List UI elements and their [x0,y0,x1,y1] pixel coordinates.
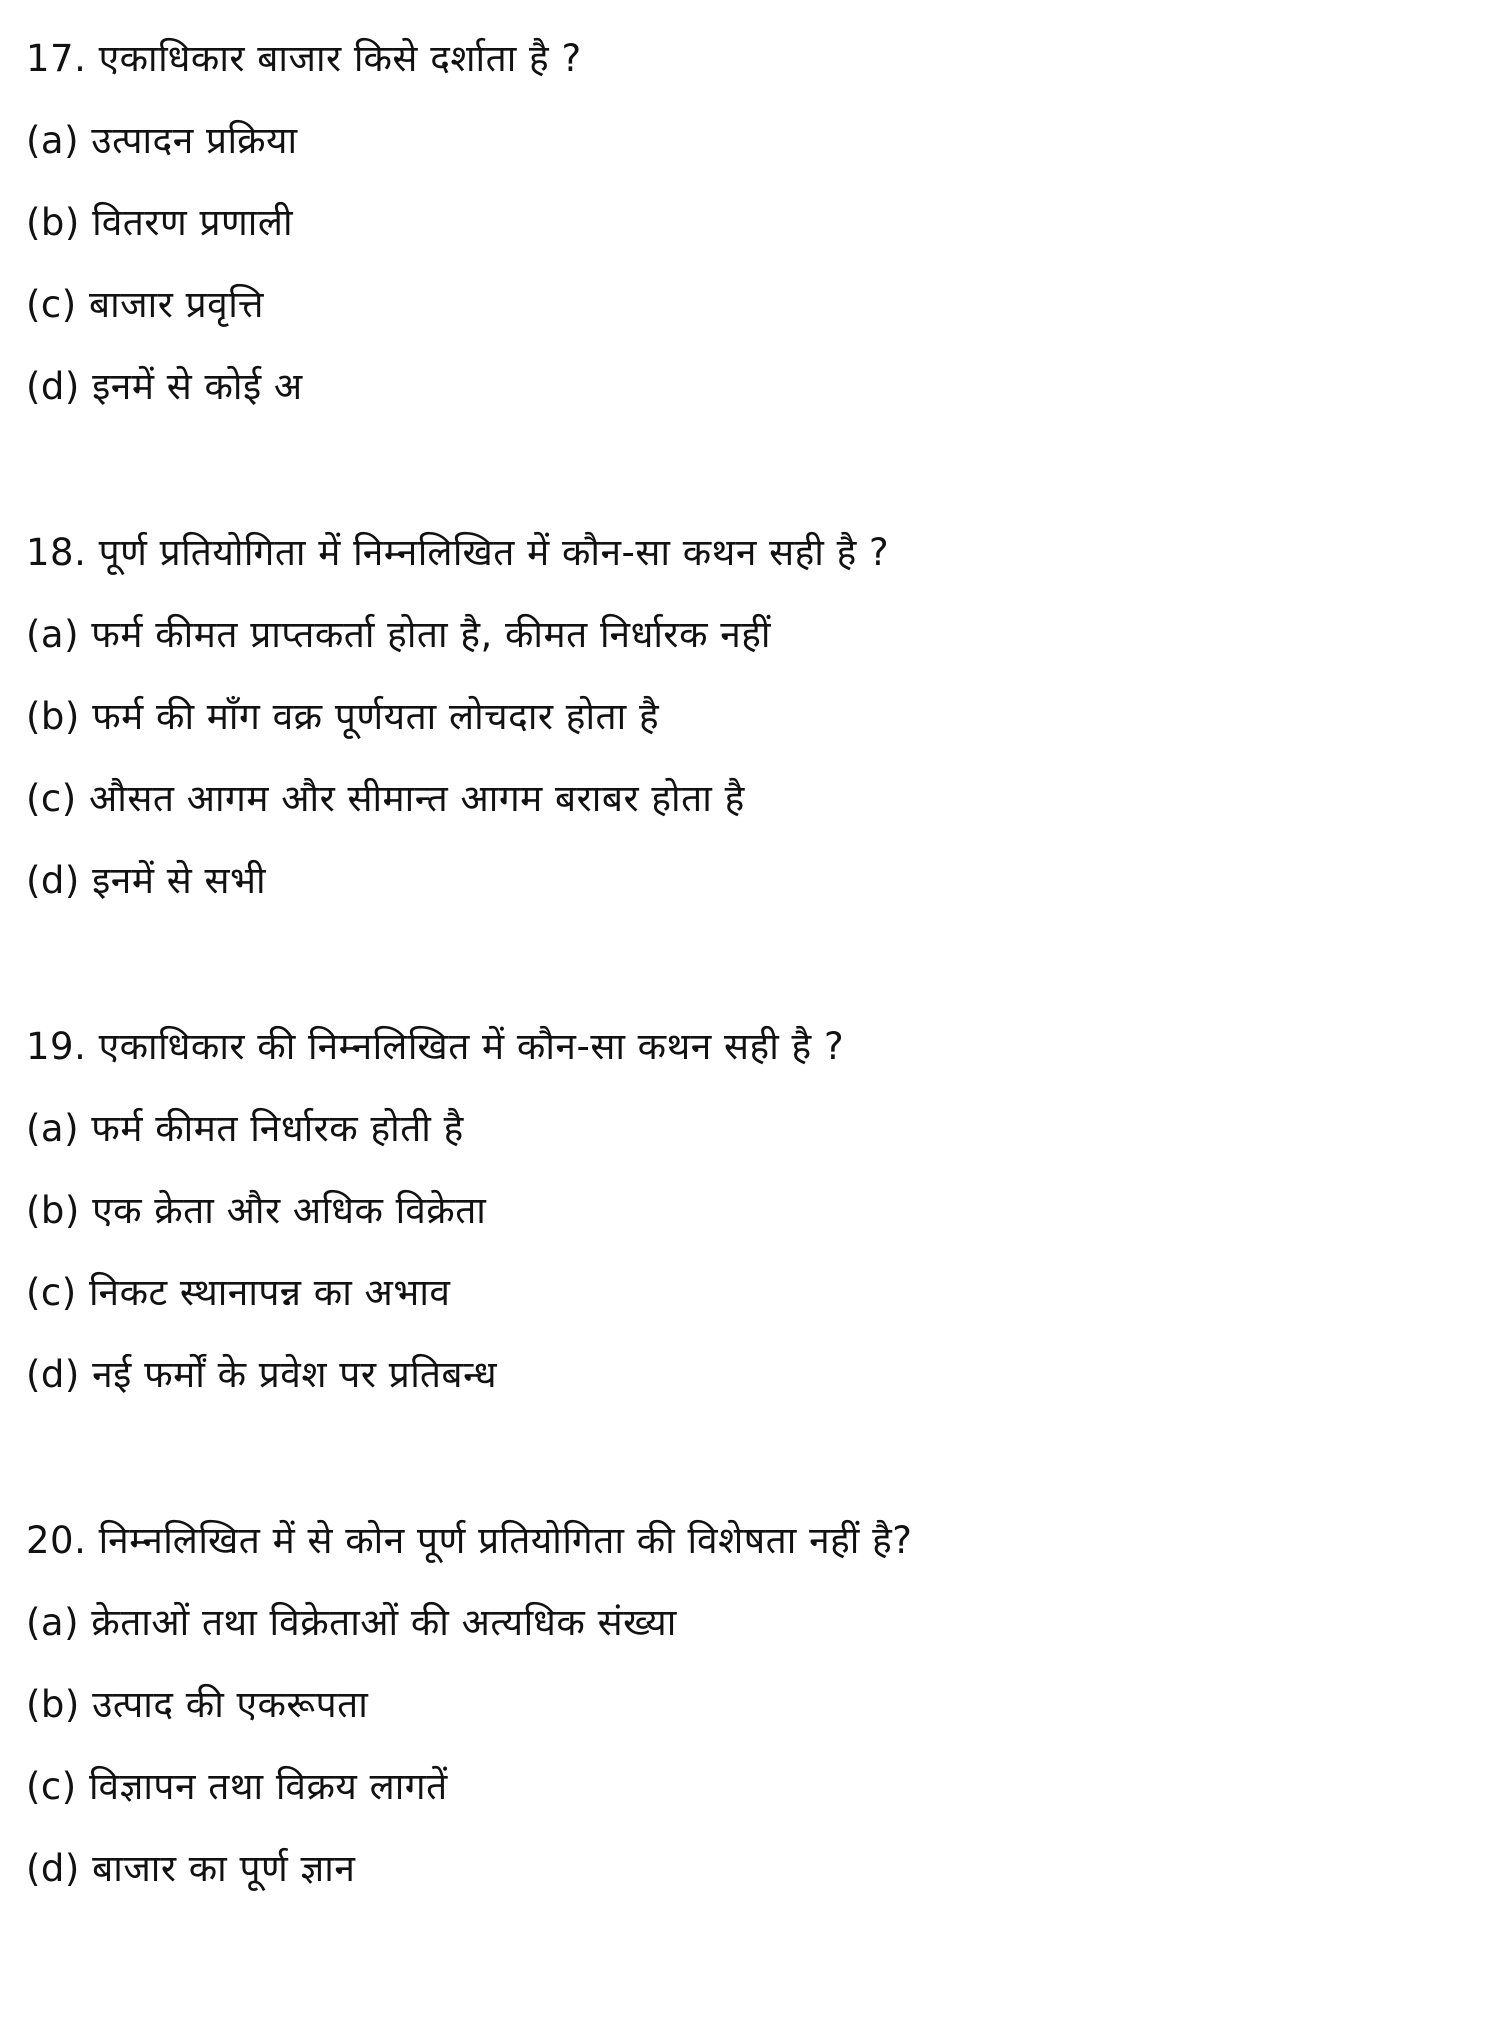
option-d: (d) इनमें से सभी [26,859,267,902]
question-block-19 [26,1006,1466,1416]
question-text: 18. पूर्ण प्रतियोगिता में निम्नलिखित में कौन-सा कथन सही है ? [26,531,890,574]
option-c: (c) बाजार प्रवृत्ति [26,283,264,326]
option-d: (d) बाजार का पूर्ण ज्ञान [26,1847,356,1890]
option-c: (c) निकट स्थानापन्न का अभाव [26,1271,451,1314]
question-text: 19. एकाधिकार की निम्नलिखित में कौन-सा कथन सही है ? [26,1025,845,1068]
option-d: (d) इनमें से कोई अ [26,365,303,408]
option-b: (b) फर्म की माँग वक्र पूर्णयता लोचदार होता है [26,695,660,738]
option-b: (b) एक क्रेता और अधिक विक्रेता [26,1189,487,1232]
option-a: (a) क्रेताओं तथा विक्रेताओं की अत्यधिक संख्या [26,1601,677,1644]
question-text: 20. निम्नलिखित में से कोन पूर्ण प्रतियोगिता की विशेषता नहीं है? [26,1519,913,1562]
question-text: 17. एकाधिकार बाजार किसे दर्शाता है ? [26,37,582,80]
option-a: (a) उत्पादन प्रक्रिया [26,119,298,162]
option-b: (b) उत्पाद की एकरूपता [26,1683,369,1726]
option-a: (a) फर्म कीमत प्राप्तकर्ता होता है, कीमत निर्धारक नहीं [26,613,772,656]
option-d: (d) नई फर्मों के प्रवेश पर प्रतिबन्ध [26,1353,498,1396]
option-c: (c) औसत आगम और सीमान्त आगम बराबर होता है [26,777,745,820]
question-block-17 [26,18,1466,428]
option-c: (c) विज्ञापन तथा विक्रय लागतें [26,1765,448,1808]
option-b: (b) वितरण प्रणाली [26,201,294,244]
question-block-20 [26,1500,1466,1910]
option-a: (a) फर्म कीमत निर्धारक होती है [26,1107,464,1150]
question-block-18 [26,512,1466,922]
